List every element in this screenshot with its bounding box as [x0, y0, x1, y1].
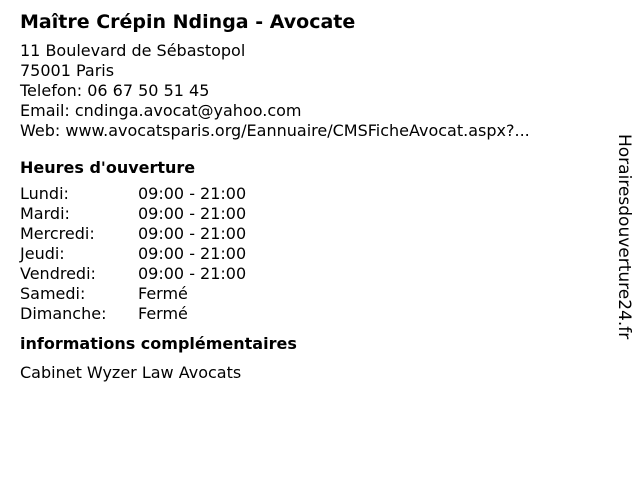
phone-line: Telefon: 06 67 50 51 45	[20, 81, 210, 100]
hours-row-thursday	[20, 244, 246, 264]
day-label: Vendredi:	[20, 264, 96, 283]
time-value: Fermé	[138, 284, 188, 303]
time-value: 09:00 - 21:00	[138, 244, 247, 263]
hours-row-tuesday	[20, 204, 246, 224]
address-line-2: 75001 Paris	[20, 61, 115, 80]
day-label: Jeudi:	[20, 244, 65, 263]
email-line: Email: cndinga.avocat@yahoo.com	[20, 101, 302, 120]
time-value: Fermé	[138, 304, 188, 323]
day-label: Lundi:	[20, 184, 69, 203]
hours-row-sunday	[20, 304, 246, 324]
opening-hours-heading: Heures d'ouverture	[20, 158, 196, 177]
hours-row-friday	[20, 264, 246, 284]
website-line: Web: www.avocatsparis.org/Eannuaire/CMSFicheAvocat.aspx?...	[20, 121, 530, 140]
time-value: 09:00 - 21:00	[138, 264, 247, 283]
day-label: Mercredi:	[20, 224, 95, 243]
day-label: Dimanche:	[20, 304, 107, 323]
hours-row-saturday	[20, 284, 246, 304]
time-value: 09:00 - 21:00	[138, 204, 247, 223]
time-value: 09:00 - 21:00	[138, 224, 247, 243]
additional-info-heading: informations complémentaires	[20, 334, 297, 353]
additional-info-text: Cabinet Wyzer Law Avocats	[20, 363, 242, 382]
hours-row-wednesday	[20, 224, 246, 244]
site-watermark: Horairesdouverture24.fr	[614, 134, 634, 340]
business-card	[20, 8, 600, 383]
day-label: Samedi:	[20, 284, 86, 303]
business-title: Maître Crépin Ndinga - Avocate	[20, 11, 356, 33]
address-line-1: 11 Boulevard de Sébastopol	[20, 41, 246, 60]
day-label: Mardi:	[20, 204, 70, 223]
time-value: 09:00 - 21:00	[138, 184, 247, 203]
hours-row-monday	[20, 184, 246, 204]
opening-hours-table	[20, 184, 246, 324]
